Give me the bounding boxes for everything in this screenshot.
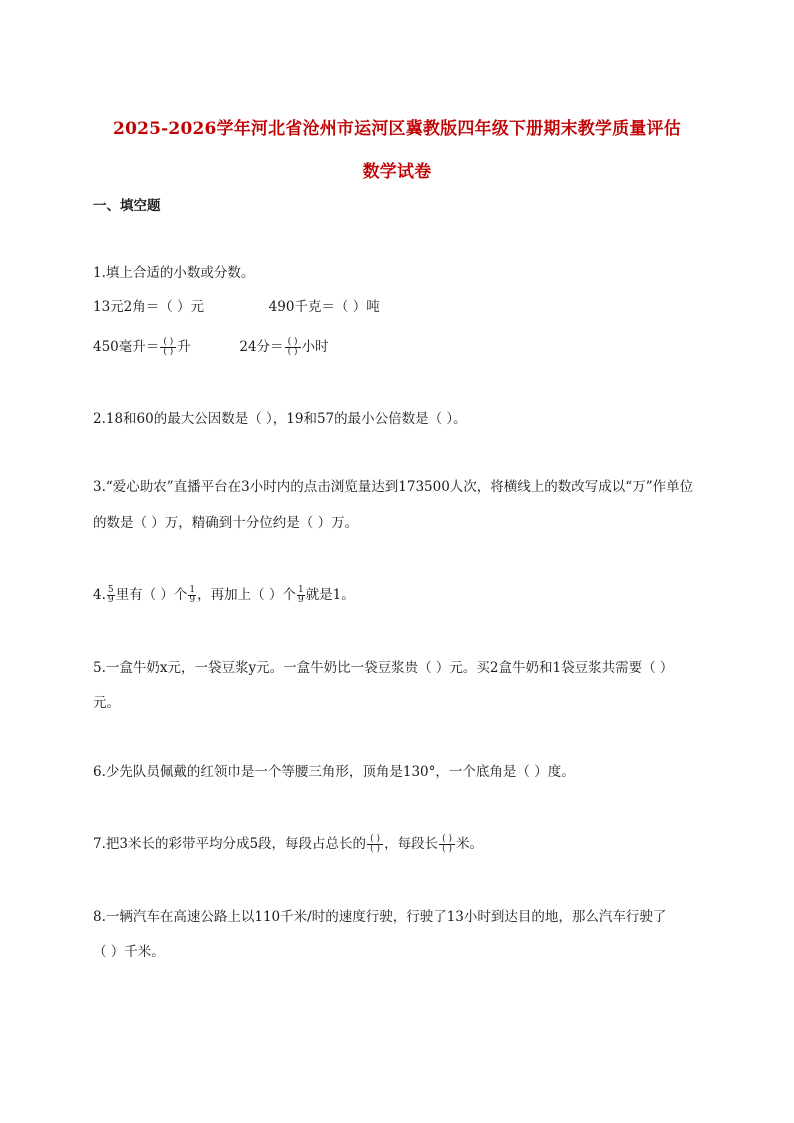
question-4-suffix: 就是1。 xyxy=(305,587,355,603)
question-7-middle: ，每段长 xyxy=(384,836,439,852)
fraction-denominator: 9 xyxy=(189,595,196,605)
question-1-row-a xyxy=(93,297,380,317)
question-3-line2: 的数是（ ）万，精确到十分位约是（ ）万。 xyxy=(93,515,359,531)
fraction-numerator: 1 xyxy=(297,585,304,595)
question-1-stem: 1.填上合适的小数或分数。 xyxy=(93,265,255,281)
question-1-item-a2: 490千克＝（ ）吨 xyxy=(268,299,380,315)
fraction xyxy=(297,586,305,605)
fraction-numerator: ( ) xyxy=(285,338,301,348)
document-title-line1: 2025-2026学年河北省沧州市运河区冀教版四年级下册期末教学质量评估 xyxy=(113,119,681,139)
fraction-denominator: 9 xyxy=(107,595,114,605)
fraction-numerator: ( ) xyxy=(439,835,455,845)
fraction-denominator: ( ) xyxy=(370,844,380,854)
fraction-numerator: 5 xyxy=(107,585,114,595)
fraction xyxy=(188,586,196,605)
question-1-item-a1: 13元2角＝（ ）元 xyxy=(93,299,205,315)
question-1-item-b1-suffix: 升 xyxy=(177,339,191,355)
fraction-denominator: ( ) xyxy=(287,347,298,357)
fraction-numerator: 1 xyxy=(189,585,196,595)
document-title-line2: 数学试卷 xyxy=(362,162,432,182)
question-4-prefix: 4. xyxy=(93,587,106,603)
question-4-middle-2: ，再加上（ ）个 xyxy=(197,587,296,603)
question-7 xyxy=(93,834,483,854)
question-7-suffix: 米。 xyxy=(456,836,484,852)
fraction-denominator: 9 xyxy=(297,595,304,605)
question-5-line2: 元。 xyxy=(93,695,120,711)
fraction-blank xyxy=(285,338,301,357)
fraction-denominator: ( ) xyxy=(442,844,452,854)
fraction-numerator: ( ) xyxy=(160,338,176,348)
fraction-blank xyxy=(367,835,383,854)
fraction-numerator: ( ) xyxy=(367,835,383,845)
question-1-item-b1-prefix: 450毫升＝ xyxy=(93,339,160,355)
question-3-line1: 3.“爱心助农”直播平台在3小时内的点击浏览量达到173500人次，将横线上的数改写成以“万”作单位 xyxy=(93,479,694,495)
question-1-item-b2-suffix: 小时 xyxy=(301,339,329,355)
question-5-line1: 5.一盒牛奶x元，一袋豆浆y元。一盒牛奶比一袋豆浆贵（ ）元。买2盒牛奶和1袋豆浆共需要（ ） xyxy=(93,660,674,676)
fraction xyxy=(107,586,115,605)
question-6: 6.少先队员佩戴的红领巾是一个等腰三角形，顶角是130°，一个底角是（ ）度。 xyxy=(93,764,575,780)
question-8-line2: （ ）千米。 xyxy=(93,944,165,960)
fraction-blank xyxy=(160,338,176,357)
fraction-denominator: ( ) xyxy=(163,347,174,357)
section-heading: 一、填空题 xyxy=(93,198,161,214)
question-4-middle-1: 里有（ ）个 xyxy=(115,587,188,603)
question-1-item-b2-prefix: 24分＝ xyxy=(239,339,284,355)
fraction-blank xyxy=(439,835,455,854)
question-8-line1: 8.一辆汽车在高速公路上以110千米/时的速度行驶，行驶了13小时到达目的地，那么汽车行驶了 xyxy=(93,909,667,925)
question-1-row-b xyxy=(93,337,329,357)
question-4 xyxy=(93,585,355,605)
question-2: 2.18和60的最大公因数是（ ），19和57的最小公倍数是（ ）。 xyxy=(93,411,467,427)
question-7-prefix: 7.把3米长的彩带平均分成5段，每段占总长的 xyxy=(93,836,367,852)
